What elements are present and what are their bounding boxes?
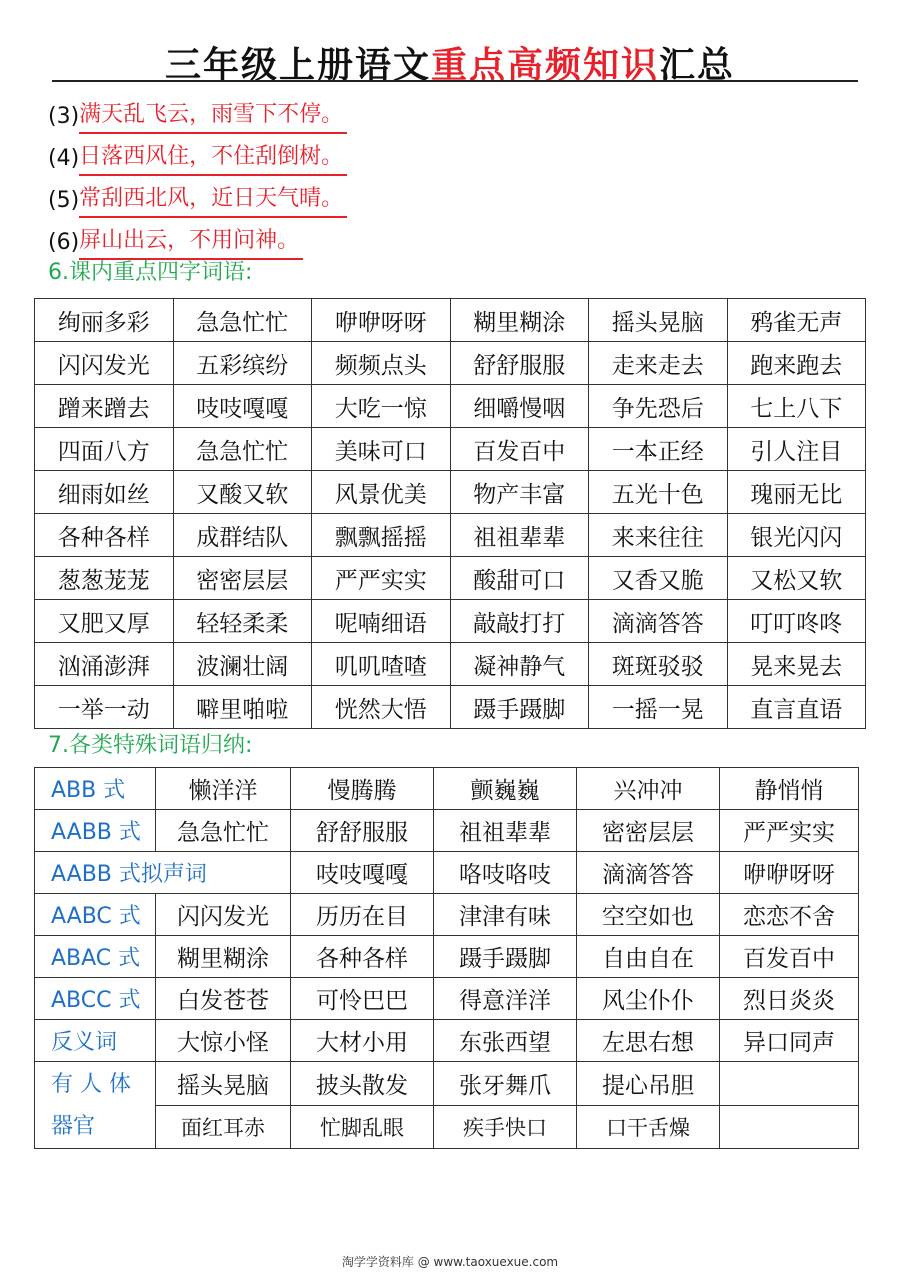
word-cell: 频频点头	[312, 342, 451, 385]
word-cell: 急急忙忙	[173, 428, 312, 471]
word-cell: 又肥又厚	[35, 600, 174, 643]
words-row	[35, 471, 866, 514]
word-categories-table	[34, 767, 859, 1149]
word-cell: 细雨如丝	[35, 471, 174, 514]
empty-cell	[720, 1105, 859, 1149]
words-row	[35, 643, 866, 686]
proverb-number: (6)	[48, 230, 80, 255]
words-row	[35, 342, 866, 385]
proverb-text: 满天乱飞云，雨雪下不停。	[79, 100, 347, 134]
category-word: 急急忙忙	[156, 810, 291, 852]
category-word: 祖祖辈辈	[434, 810, 577, 852]
word-cell: 葱葱茏茏	[35, 557, 174, 600]
category-word: 蹑手蹑脚	[434, 936, 577, 978]
category-word: 烈日炎炎	[720, 978, 859, 1020]
word-cell: 细嚼慢咽	[450, 385, 589, 428]
word-cell: 汹涌澎湃	[35, 643, 174, 686]
word-cell: 一举一动	[35, 686, 174, 729]
word-cell: 成群结队	[173, 514, 312, 557]
word-cell: 美味可口	[312, 428, 451, 471]
word-cell: 急急忙忙	[173, 299, 312, 342]
category-word: 口干舌燥	[577, 1105, 720, 1149]
category-label: 反义词	[35, 1020, 156, 1062]
section-6-title: 6.课内重点四字词语:	[48, 260, 253, 285]
category-label: AABB 式	[35, 810, 156, 852]
word-cell: 五光十色	[589, 471, 728, 514]
category-label: AABB 式拟声词	[35, 852, 291, 894]
word-cell: 争先恐后	[589, 385, 728, 428]
category-word: 津津有味	[434, 894, 577, 936]
word-cell: 敲敲打打	[450, 600, 589, 643]
category-label: ABAC 式	[35, 936, 156, 978]
category-word: 恋恋不舍	[720, 894, 859, 936]
word-cell: 舒舒服服	[450, 342, 589, 385]
word-cell: 滴滴答答	[589, 600, 728, 643]
category-word: 颤巍巍	[434, 768, 577, 810]
word-cell: 大吃一惊	[312, 385, 451, 428]
proverb-text: 常刮西北风，近日天气晴。	[79, 184, 347, 218]
category-word: 大惊小怪	[156, 1020, 291, 1062]
category-label-body-organs	[35, 1062, 156, 1149]
word-cell: 直言直语	[727, 686, 866, 729]
category-word: 白发苍苍	[156, 978, 291, 1020]
empty-cell	[720, 1062, 859, 1106]
word-cell: 瑰丽无比	[727, 471, 866, 514]
word-cell: 一本正经	[589, 428, 728, 471]
word-cell: 百发百中	[450, 428, 589, 471]
word-cell: 又松又软	[727, 557, 866, 600]
word-cell: 酸甜可口	[450, 557, 589, 600]
category-word: 严严实实	[720, 810, 859, 852]
category-word: 东张西望	[434, 1020, 577, 1062]
category-word: 历历在目	[291, 894, 434, 936]
word-cell: 咿咿呀呀	[312, 299, 451, 342]
proverb-item	[48, 96, 347, 138]
category-row-aabb-onomatopoeia	[35, 852, 859, 894]
word-cell: 鸦雀无声	[727, 299, 866, 342]
words-row	[35, 600, 866, 643]
category-label-line: 有 人 体	[51, 1072, 131, 1097]
category-word: 懒洋洋	[156, 768, 291, 810]
words-row	[35, 385, 866, 428]
word-cell: 银光闪闪	[727, 514, 866, 557]
word-cell: 斑斑驳驳	[589, 643, 728, 686]
category-row-antonym	[35, 1020, 859, 1062]
word-cell: 风景优美	[312, 471, 451, 514]
category-word: 密密层层	[577, 810, 720, 852]
word-cell: 绚丽多彩	[35, 299, 174, 342]
category-word: 面红耳赤	[156, 1105, 291, 1149]
category-word: 疾手快口	[434, 1105, 577, 1149]
footer-watermark: 淘学学资料库 @ www.taoxuexue.com	[341, 1255, 559, 1269]
category-row-body-organs	[35, 1062, 859, 1106]
category-word: 吱吱嘎嘎	[291, 852, 434, 894]
category-row-aabc	[35, 894, 859, 936]
category-word: 慢腾腾	[291, 768, 434, 810]
word-cell: 来来往往	[589, 514, 728, 557]
word-cell: 凝神静气	[450, 643, 589, 686]
category-word: 提心吊胆	[577, 1062, 720, 1106]
page-title	[0, 40, 900, 90]
word-cell: 密密层层	[173, 557, 312, 600]
word-cell: 叮叮咚咚	[727, 600, 866, 643]
category-word: 左思右想	[577, 1020, 720, 1062]
category-word: 摇头晃脑	[156, 1062, 291, 1106]
word-cell: 吱吱嘎嘎	[173, 385, 312, 428]
word-cell: 跑来跑去	[727, 342, 866, 385]
four-character-words-body	[35, 299, 866, 729]
words-row	[35, 557, 866, 600]
word-cell: 蹑手蹑脚	[450, 686, 589, 729]
words-row	[35, 686, 866, 729]
category-row-body-organs-2	[35, 1105, 859, 1149]
category-label: AABC 式	[35, 894, 156, 936]
word-cell: 呢喃细语	[312, 600, 451, 643]
category-word: 滴滴答答	[577, 852, 720, 894]
word-cell: 祖祖辈辈	[450, 514, 589, 557]
word-cell: 摇头晃脑	[589, 299, 728, 342]
weather-proverbs	[48, 96, 347, 264]
word-cell: 闪闪发光	[35, 342, 174, 385]
category-word: 披头散发	[291, 1062, 434, 1106]
category-label-line: 器官	[51, 1114, 96, 1139]
title-underline	[52, 80, 858, 82]
category-word: 咯吱咯吱	[434, 852, 577, 894]
category-word: 异口同声	[720, 1020, 859, 1062]
word-cell: 晃来晃去	[727, 643, 866, 686]
proverb-number: (5)	[48, 188, 80, 213]
title-plain: 三年级上册语文	[164, 44, 431, 86]
category-word: 空空如也	[577, 894, 720, 936]
category-word: 可怜巴巴	[291, 978, 434, 1020]
proverb-item	[48, 180, 347, 222]
category-word: 风尘仆仆	[577, 978, 720, 1020]
section-7-title: 7.各类特殊词语归纳:	[48, 733, 253, 758]
proverb-text: 日落西风住，不住刮倒树。	[79, 142, 347, 176]
category-label: ABB 式	[35, 768, 156, 810]
category-word: 张牙舞爪	[434, 1062, 577, 1106]
title-highlight: 重点高频知识	[430, 44, 659, 86]
word-cell: 五彩缤纷	[173, 342, 312, 385]
proverb-item	[48, 138, 347, 180]
word-cell: 各种各样	[35, 514, 174, 557]
category-word: 糊里糊涂	[156, 936, 291, 978]
word-cell: 引人注目	[727, 428, 866, 471]
word-cell: 糊里糊涂	[450, 299, 589, 342]
category-word: 各种各样	[291, 936, 434, 978]
category-row-abac	[35, 936, 859, 978]
word-cell: 噼里啪啦	[173, 686, 312, 729]
proverb-number: (4)	[48, 146, 80, 171]
word-cell: 波澜壮阔	[173, 643, 312, 686]
word-cell: 四面八方	[35, 428, 174, 471]
proverb-text: 屏山出云，不用问神。	[79, 226, 303, 260]
word-cell: 走来走去	[589, 342, 728, 385]
word-cell: 蹭来蹭去	[35, 385, 174, 428]
category-row-abb	[35, 768, 859, 810]
word-cell: 飘飘摇摇	[312, 514, 451, 557]
category-word: 忙脚乱眼	[291, 1105, 434, 1149]
title-tail: 汇总	[659, 44, 736, 86]
words-row	[35, 428, 866, 471]
category-word: 百发百中	[720, 936, 859, 978]
category-row-abcc	[35, 978, 859, 1020]
word-cell: 七上八下	[727, 385, 866, 428]
category-word: 兴冲冲	[577, 768, 720, 810]
word-cell: 又香又脆	[589, 557, 728, 600]
words-row	[35, 514, 866, 557]
word-cell: 轻轻柔柔	[173, 600, 312, 643]
word-cell: 叽叽喳喳	[312, 643, 451, 686]
category-word: 闪闪发光	[156, 894, 291, 936]
category-word: 自由自在	[577, 936, 720, 978]
category-word: 静悄悄	[720, 768, 859, 810]
words-row	[35, 299, 866, 342]
word-cell: 恍然大悟	[312, 686, 451, 729]
category-label: ABCC 式	[35, 978, 156, 1020]
word-cell: 一摇一晃	[589, 686, 728, 729]
word-cell: 物产丰富	[450, 471, 589, 514]
category-word: 舒舒服服	[291, 810, 434, 852]
word-cell: 又酸又软	[173, 471, 312, 514]
proverb-number: (3)	[48, 104, 80, 129]
category-word: 得意洋洋	[434, 978, 577, 1020]
category-word: 大材小用	[291, 1020, 434, 1062]
category-row-aabb	[35, 810, 859, 852]
four-character-words-table	[34, 298, 866, 729]
word-cell: 严严实实	[312, 557, 451, 600]
category-word: 咿咿呀呀	[720, 852, 859, 894]
